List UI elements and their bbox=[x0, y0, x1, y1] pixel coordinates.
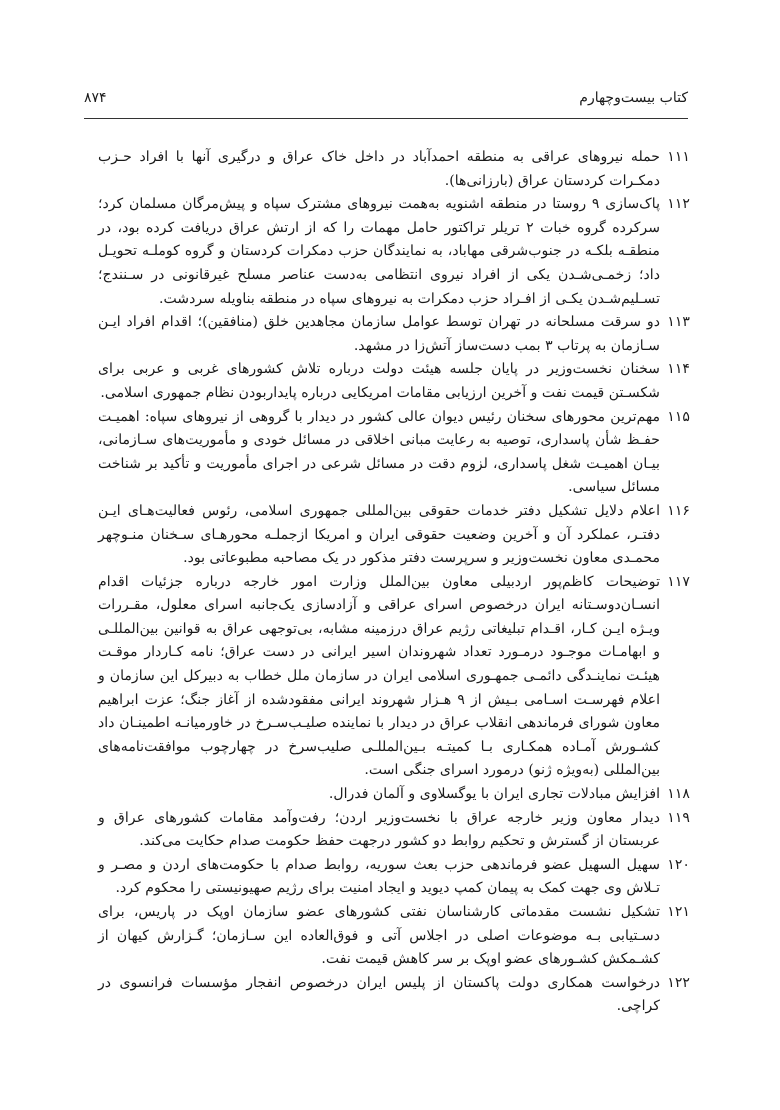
entry-number: ۱۱۷ bbox=[667, 573, 690, 590]
entry-text: درخواست همکاری دولت پاکستان از پلیس ایران درخصوص انفجار مؤسسات فرانسوی در کراچی. bbox=[98, 974, 660, 1015]
entry-text: دیدار معاون وزیر خارجه عراق با نخست‌وزیر اردن؛ رفت‌وآمد مقامات کشورهای عراق و عربستان از گسترش و تحکیم روابط دو کشور درجهت حفظ حکومت صدام حکایت می‌کند. bbox=[98, 809, 660, 850]
chronology-entry bbox=[98, 783, 690, 807]
chronology-list bbox=[98, 146, 690, 1019]
page-number: ۸۷۴ bbox=[84, 90, 107, 106]
entry-text: سخنان نخست‌وزیر در پایان جلسه هیئت دولت درباره تلاش کشورهای غربی و عربی برای شکسـتن قیمت نفت و آخرین ارزیابی مقامات امریکایی درباره پایداربودن نظام جمهوری اسلامی. bbox=[98, 361, 660, 401]
entry-text: پاک‌سازی ۹ روستا در منطقه اشنویه به‌همت نیروهای مشترک سپاه و پیش‌مرگان مسلمان کرد؛ سرکرده گروه خبات ۲ تریلر تراکتور حامل مهمات را که از ارتش عراق دریافت کرده بود، در منطقـه بلکـه در جنوب‌شرقی مهاباد، به نمایندگان حزب دمکرات کردستان و گروه کوملـه تحویـل داد؛ زخمـی‌شـدن یکی از افراد نیروی انتظامی به‌دست عناصر مسلح غیرقانونی در سـنندج؛ تسـلیم‌شـدن یکـی از افـراد حزب دمکرات به نیروهای سپاه در منطقه بناویله سردشت. bbox=[98, 196, 661, 307]
entry-number: ۱۱۴ bbox=[667, 361, 690, 378]
entry-number: ۱۲۱ bbox=[667, 904, 690, 920]
book-title: کتاب بیست‌وچهارم bbox=[579, 90, 688, 106]
entry-number: ۱۲۲ bbox=[667, 974, 690, 991]
chronology-entry bbox=[98, 358, 690, 405]
chronology-entry bbox=[98, 854, 690, 901]
chronology-entry bbox=[98, 807, 690, 854]
entry-number: ۱۱۸ bbox=[667, 786, 690, 803]
header-divider bbox=[84, 118, 688, 119]
entry-number: ۱۱۶ bbox=[667, 502, 690, 519]
entry-number: ۱۱۳ bbox=[667, 314, 690, 331]
entry-text: دو سرقت مسلحانه در تهران توسط عوامل سازمان مجاهدین خلق (منافقین)؛ اقدام افراد ایـن سـازمان به پرتاب ۳ بمب دست‌ساز آتش‌زا در مشهد. bbox=[98, 314, 660, 354]
chronology-entry bbox=[98, 972, 690, 1019]
chronology-entry bbox=[98, 311, 690, 358]
entry-number: ۱۱۹ bbox=[667, 809, 690, 826]
entry-text: مهم‌ترین محورهای سخنان رئیس دیوان عالی کشور در دیدار با گروهی از نیروهای سپاه: اهمیـت حفـظ شأن پاسداری، توصیه به رعایت مبانی اخلاقی در مسائل خودی و مأموریت‌های سـازمانی، بیـان اهمیـت شغل پاسداری، لزوم دقت در مسائل شرعی در اجرای مأموریت و تأکید بر شناخت مسائل سیاسی. bbox=[98, 408, 660, 496]
entry-number: ۱۱۲ bbox=[667, 196, 690, 213]
running-head bbox=[84, 88, 688, 112]
entry-text: تشکیل نشست مقدماتی کارشناسان نفتی کشورهای عضو سازمان اوپک در پاریس، برای دسـتیابی بـه موضوعات اصلی در اجلاس آتی و فوق‌العاده این سـازمان؛ گـزارش کیهان از کشـمکش کشـورهای عضو اوپک بر سر کاهش قیمت نفت. bbox=[98, 904, 660, 968]
entry-text: اعلام دلایل تشکیل دفتر خدمات حقوقی بین‌المللی جمهوری اسلامی، رئوس فعالیت‌هـای ایـن دفتـر، عملکرد آن و آخرین وضعیت حقوقی ایران و امریکا ازجملـه محورهـای سـخنان منـوچهر محمـدی معاون نخست‌وزیر و سرپرست دفتر مذکور در یک مصاحبه مطبوعاتی بود. bbox=[98, 502, 660, 567]
chronology-entry bbox=[98, 500, 690, 571]
entry-text: افزایش مبادلات تجاری ایران با یوگسلاوی و آلمان فدرال. bbox=[328, 786, 660, 803]
entry-number: ۱۲۰ bbox=[667, 856, 690, 873]
chronology-entry bbox=[98, 146, 690, 193]
entry-number: ۱۱۵ bbox=[667, 408, 690, 425]
chronology-entry bbox=[98, 901, 690, 972]
entry-number: ۱۱۱ bbox=[667, 149, 690, 165]
entry-text: توضیحات کاظم‌پور اردبیلی معاون بین‌الملل وزارت امور خارجه درباره جزئیات اقدام انسـان‌دوسـتانه ایران درخصوص اسرای عراقی و آزادسازی یک‌جانبه اسرای معلول، مقـررات ویـژه ایـن کـار، اقـدام تبلیغاتی رژیم عراق درزمینه مشابه، بی‌توجهی عراق به قوانین بین‌المللـی و ابهامـات موجـود درمـورد تعداد شهروندان اسیر ایرانی در دست عراق؛ نامه کـاردار موقـت هیئـت نماینـدگی دائمـی جمهـوری اسلامی ایران در سازمان ملل خطاب به دبیرکل این سازمان و اعلام فهرسـت اسـامی بـیش از ۹ هـزار شهروند ایرانی مفقودشده از آغاز جنگ؛ عزت ابراهیم معاون شورای فرماندهی انقلاب عراق در دیدار با نماینده صلیـب‌سـرخ در خاورمیانـه اطمینـان داد کشـورش آمـاده همکـاری بـا کمیتـه بـین‌المللـی صلیب‌سرخ در چهارچوب موافقت‌نامه‌های بین‌المللی (به‌ویژه ژنو) درمورد اسرای جنگی است. bbox=[98, 573, 660, 779]
chronology-entry bbox=[98, 193, 690, 311]
entry-text: سهیل السهیل عضو فرماندهی حزب بعث سوریه، روابط صدام با حکومت‌های اردن و مصـر و تـلاش وی جهت کمک به پیمان کمپ دیوید و ایجاد امنیت برای رژیم صهیونیستی را محکوم کرد. bbox=[98, 856, 660, 897]
chronology-entry bbox=[98, 406, 690, 500]
chronology-entry bbox=[98, 571, 690, 783]
entry-text: حمله نیروهای عراقی به منطقه احمدآباد در داخل خاک عراق و درگیری آنها با افراد حـزب دمکـرات کردستان عراق (بارزانی‌ها). bbox=[98, 149, 660, 189]
